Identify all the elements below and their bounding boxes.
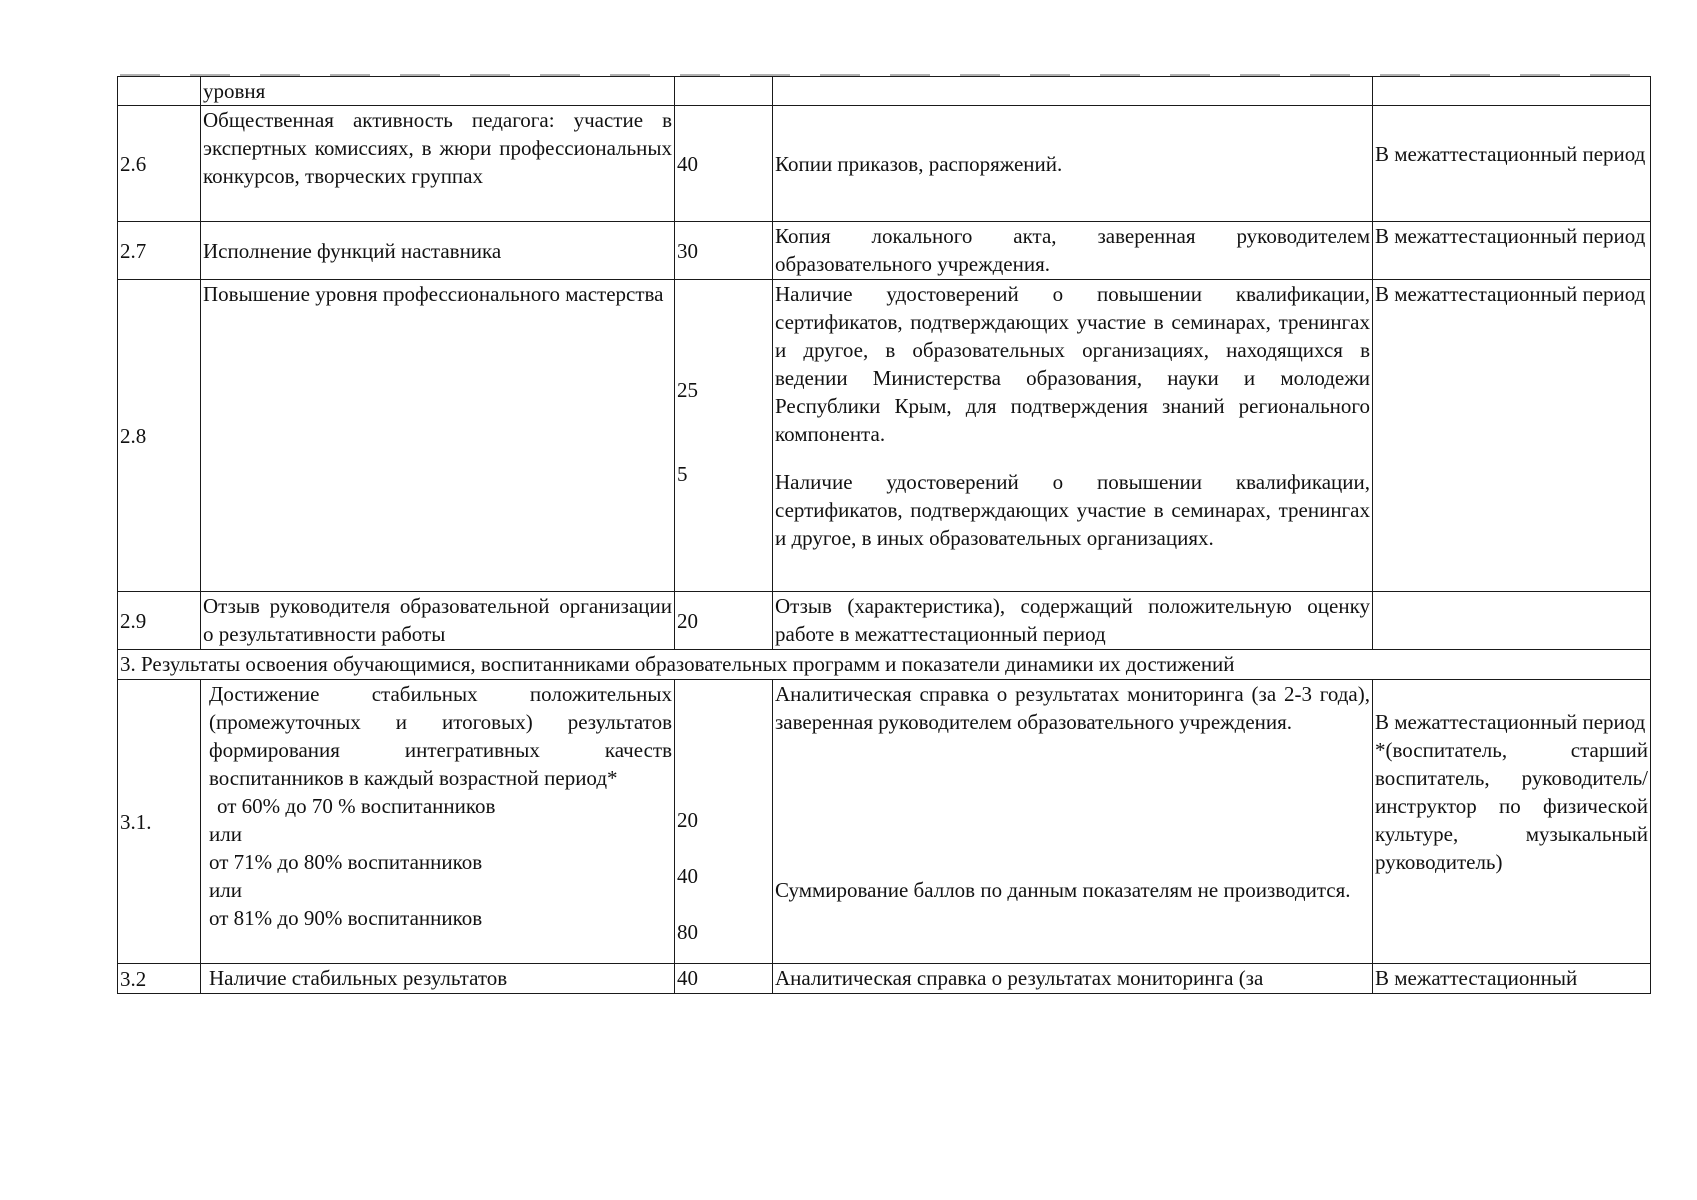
table-row — [118, 280, 1651, 592]
option-text: или — [209, 878, 242, 902]
period-cell — [1373, 77, 1651, 106]
points-value: 40 — [677, 864, 698, 888]
evidence-cell: Аналитическая справка о результатах мониторинга (за — [773, 964, 1373, 994]
row-number — [118, 77, 201, 106]
document-page — [117, 76, 1650, 994]
row-number: 2.7 — [118, 222, 201, 280]
row-number: 3.2 — [118, 964, 201, 994]
criterion-cell: уровня — [201, 77, 675, 106]
evidence-cell — [773, 680, 1373, 964]
evidence-text: Суммирование баллов по данным показателям не производится. — [775, 878, 1351, 902]
points-value: 25 — [677, 378, 698, 402]
criterion-cell: Повышение уровня профессионального мастерства — [201, 280, 675, 592]
row-number: 2.6 — [118, 106, 201, 222]
table-row — [118, 77, 1651, 106]
points-value: 5 — [677, 462, 688, 486]
period-cell: В межаттестационный период — [1373, 280, 1651, 592]
criterion-cell: Отзыв руководителя образовательной организации о результативности работы — [201, 592, 675, 650]
table-row — [118, 964, 1651, 994]
points-cell: 30 — [675, 222, 773, 280]
period-cell: В межаттестационный период — [1373, 106, 1651, 222]
criterion-cell: Исполнение функций наставника — [201, 222, 675, 280]
option-text: от 81% до 90% воспитанников — [209, 906, 483, 930]
points-cell — [675, 680, 773, 964]
period-note: *(воспитатель, старший воспитатель, руководитель/ инструктор по физической культуре, музыкальный руководитель) — [1375, 738, 1648, 874]
points-cell: 40 — [675, 964, 773, 994]
evidence-text: Аналитическая справка о результатах мониторинга (за 2-3 года), заверенная руководителем образовательного учреждения. — [775, 682, 1370, 734]
evidence-cell — [773, 77, 1373, 106]
points-value: 80 — [677, 920, 698, 944]
table-row — [118, 680, 1651, 964]
criterion-cell: Общественная активность педагога: участие в экспертных комиссиях, в жюри профессиональных конкурсов, творческих группах — [201, 106, 675, 222]
criterion-cell — [201, 680, 675, 964]
period-cell: В межаттестационный — [1373, 964, 1651, 994]
period-cell: В межаттестационный период — [1373, 222, 1651, 280]
evidence-cell: Копия локального акта, заверенная руководителем образовательного учреждения. — [773, 222, 1373, 280]
criteria-table — [117, 76, 1651, 994]
table-row — [118, 106, 1651, 222]
table-row — [118, 592, 1651, 650]
row-number: 2.8 — [118, 280, 201, 592]
criterion-cell: Наличие стабильных результатов — [201, 964, 675, 994]
evidence-cell — [773, 280, 1373, 592]
row-number: 3.1. — [118, 680, 201, 964]
period-text: В межаттестационный период — [1375, 710, 1646, 734]
evidence-text: Наличие удостоверений о повышении квалификации, сертификатов, подтверждающих участие в семинарах, тренингах и другое, в образовательных организациях, находящихся в ведении Министерства образования, науки и молодежи Республики Крым, для подтверждения знаний регионального компонента. — [775, 282, 1370, 446]
points-cell — [675, 280, 773, 592]
option-text: от 60% до 70 % воспитанников — [217, 794, 496, 818]
period-cell — [1373, 680, 1651, 964]
row-number: 2.9 — [118, 592, 201, 650]
points-cell: 40 — [675, 106, 773, 222]
criterion-text: Достижение стабильных положительных (промежуточных и итоговых) результатов формирования интегративных качеств воспитанников в каждый возрастной период* — [209, 682, 672, 790]
evidence-cell: Копии приказов, распоряжений. — [773, 106, 1373, 222]
option-text: от 71% до 80% воспитанников — [209, 850, 483, 874]
period-cell — [1373, 592, 1651, 650]
points-cell: 20 — [675, 592, 773, 650]
points-cell — [675, 77, 773, 106]
evidence-text: Наличие удостоверений о повышении квалификации, сертификатов, подтверждающих участие в семинарах, тренингах и другое, в иных образовательных организациях. — [775, 470, 1370, 550]
evidence-cell: Отзыв (характеристика), содержащий положительную оценку работе в межаттестационный период — [773, 592, 1373, 650]
option-text: или — [209, 822, 242, 846]
section-title: 3. Результаты освоения обучающимися, воспитанниками образовательных программ и показатели динамики их достижений — [118, 650, 1651, 680]
section-header-row — [118, 650, 1651, 680]
points-value: 20 — [677, 808, 698, 832]
table-row — [118, 222, 1651, 280]
